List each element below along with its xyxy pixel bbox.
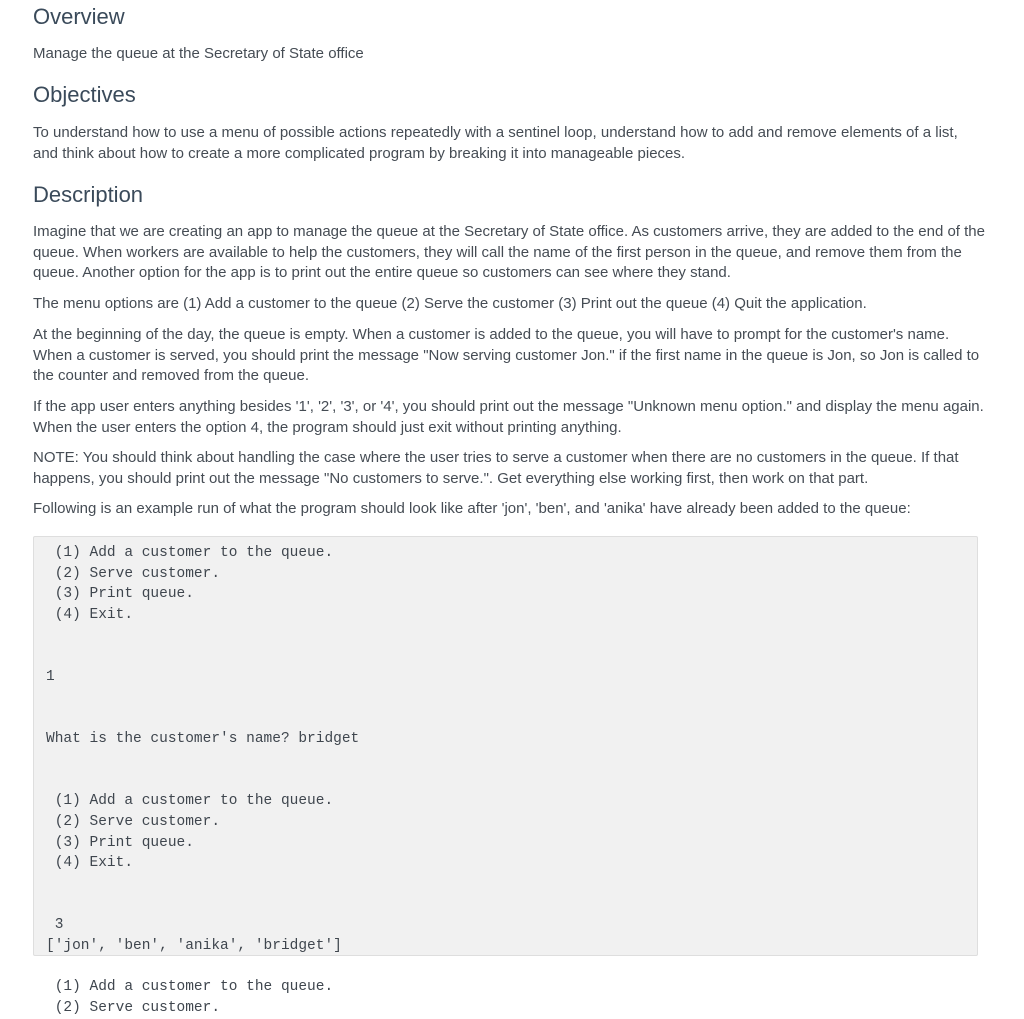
code-line: (2) Serve customer.: [46, 1000, 221, 1017]
example-intro-paragraph: Following is an example run of what the program should look like after 'jon', 'ben', and 'anika' have already been added to the queue:: [33, 500, 911, 517]
code-blank-line: [46, 709, 977, 730]
note-paragraph: NOTE: You should think about handling the case where the user tries to serve a customer when there are no customers in the queue. If that happens, you should print out the message "No customers to serve.". Get everything else working first, then work on that part.: [33, 449, 959, 487]
code-line: ['jon', 'ben', 'anika', 'bridget']: [46, 938, 342, 955]
overview-text: Manage the queue at the Secretary of State office: [33, 45, 364, 62]
code-blank-line: [46, 750, 977, 771]
code-line: 3: [46, 917, 64, 934]
code-blank-line: [46, 646, 977, 667]
code-line: What is the customer's name? bridget: [46, 731, 360, 748]
code-blank-line: [46, 874, 977, 895]
code-blank-line: [46, 771, 977, 792]
code-line: (2) Serve customer.: [46, 565, 221, 582]
description-heading: Description: [33, 182, 144, 207]
code-line: (3) Print queue.: [46, 834, 194, 851]
description-paragraph: Imagine that we are creating an app to manage the queue at the Secretary of State office. As customers arrive, they are added to the end of the queue. When workers are available to help the customers, they will call the name of the first person in the queue, and remove them from the queue. Another option for the app is to print out the entire queue so customers can see where they stand.: [33, 223, 985, 282]
code-blank-line: [46, 895, 977, 916]
code-blank-line: [46, 688, 977, 709]
code-line: (1) Add a customer to the queue.: [46, 979, 334, 996]
code-blank-line: [46, 957, 977, 978]
description-paragraph: At the beginning of the day, the queue is empty. When a customer is added to the queue, you will have to prompt for the customer's name. When a customer is served, you should print the message "Now serving customer Jon." if the first name in the queue is Jon, so Jon is called to the counter and removed from the queue.: [33, 326, 980, 385]
objectives-text: To understand how to use a menu of possible actions repeatedly with a sentinel loop, understand how to add and remove elements of a list, and think about how to create a more complicated program by breaking it into manageable pieces.: [33, 124, 958, 162]
code-line: (1) Add a customer to the queue.: [46, 545, 334, 561]
objectives-heading: Objectives: [33, 82, 136, 107]
code-line: (2) Serve customer.: [46, 813, 221, 830]
code-line: 1: [46, 669, 55, 686]
code-line: (3) Print queue.: [46, 586, 194, 603]
code-line: (4) Exit.: [46, 607, 134, 624]
menu-options-paragraph: The menu options are (1) Add a customer to the queue (2) Serve the customer (3) Print out the queue (4) Quit the application.: [33, 295, 867, 312]
overview-heading: Overview: [33, 4, 125, 29]
example-run-code-block: [33, 536, 978, 1017]
code-blank-line: [46, 626, 977, 647]
description-paragraph: If the app user enters anything besides '1', '2', '3', or '4', you should print out the message "Unknown menu option." and display the menu again. When the user enters the option 4, the program should just exit without printing anything.: [33, 398, 984, 436]
code-line: (1) Add a customer to the queue.: [46, 793, 334, 810]
code-line: (4) Exit.: [46, 855, 134, 872]
